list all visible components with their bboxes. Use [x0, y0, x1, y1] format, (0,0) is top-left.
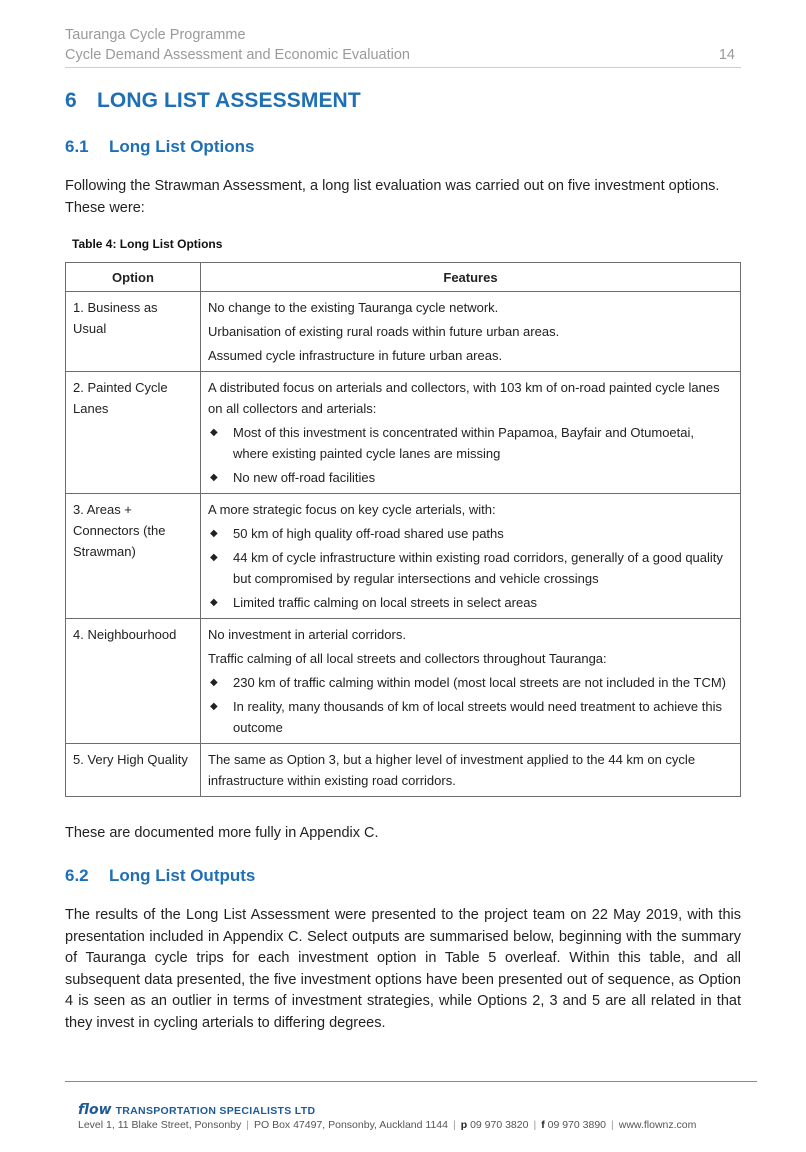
fax-prefix: f — [541, 1119, 545, 1131]
table-row — [66, 292, 741, 372]
bullet-text: Limited traffic calming on local streets in select areas — [233, 595, 537, 610]
subsection-number: 6.2 — [65, 866, 89, 885]
bullet-text: 230 km of traffic calming within model (most local streets are not included in the TCM) — [233, 675, 727, 690]
intro-paragraph: Following the Strawman Assessment, a long list evaluation was carried out on five investment options. These were: — [65, 178, 720, 216]
feature-bullet-list — [208, 422, 733, 488]
company-name: TRANSPORTATION SPECIALISTS LTD — [115, 1105, 316, 1117]
bullet-text: Most of this investment is concentrated within Papamoa, Bayfair and Otumoetai, where existing painted cycle lanes are missing — [233, 425, 695, 461]
bullet-text: In reality, many thousands of km of local streets would need treatment to achieve this outcome — [233, 699, 722, 735]
table-body — [66, 292, 741, 797]
feature-bullet-list — [208, 523, 733, 613]
bullet-text: 44 km of cycle infrastructure within existing road corridors, generally of a good quality but compromised by regular intersections and vehicle crossings — [233, 550, 723, 586]
diamond-bullet-icon: ◆ — [210, 552, 218, 563]
feature-line: No change to the existing Tauranga cycle network. — [208, 300, 499, 315]
footer-contact — [78, 1119, 696, 1131]
separator: | — [452, 1119, 456, 1131]
flow-logo: flow — [78, 1102, 112, 1118]
column-header-option: Option — [66, 263, 201, 292]
feature-bullet-item — [208, 592, 733, 613]
page-number: 14 — [718, 47, 735, 63]
feature-bullet-item — [208, 467, 733, 488]
feature-bullet-item — [208, 547, 733, 589]
diamond-bullet-icon: ◆ — [210, 427, 218, 438]
footer-po-box: PO Box 47497, Ponsonby, Auckland 1144 — [253, 1119, 448, 1131]
diamond-bullet-icon: ◆ — [210, 597, 218, 608]
header-divider — [65, 67, 741, 68]
bullet-text: No new off-road facilities — [233, 470, 376, 485]
feature-bullet-item — [208, 696, 733, 738]
feature-line: Assumed cycle infrastructure in future urban areas. — [208, 348, 503, 363]
feature-line: No investment in arterial corridors. — [208, 627, 406, 642]
subsection-heading-6-2 — [65, 866, 255, 886]
section-heading — [65, 89, 361, 113]
header-line-2: Cycle Demand Assessment and Economic Evaluation — [65, 47, 410, 63]
footer-fax: 09 970 3890 — [547, 1119, 607, 1131]
table-header-row — [66, 263, 741, 292]
table-caption: Table 4: Long List Options — [72, 237, 223, 251]
table-row — [66, 494, 741, 619]
diamond-bullet-icon: ◆ — [210, 528, 218, 539]
footer-phone: 09 970 3820 — [470, 1119, 529, 1131]
option-cell: 2. Painted Cycle Lanes — [66, 372, 201, 494]
footer-brand — [78, 1102, 315, 1118]
column-header-features: Features — [201, 263, 741, 292]
features-cell — [201, 292, 741, 372]
features-cell — [201, 372, 741, 494]
diamond-bullet-icon: ◆ — [210, 677, 218, 688]
option-cell: 1. Business as Usual — [66, 292, 201, 372]
footer-address: Level 1, 11 Blake Street, Ponsonby — [78, 1119, 242, 1131]
subsection-number: 6.1 — [65, 137, 89, 156]
outputs-paragraph: The results of the Long List Assessment were presented to the project team on 22 May 2019, with this presentation included in Appendix C. Select outputs are summarised below, beginning with the summary of Tauranga cycle trips for each investment option in Table 5 overleaf. Within this table, and all subsequent data presented, the five investment options have been presented out of sequence, as Option 4 is seen as an outlier in terms of investment strategies, while Options 2, 3 and 5 are all related in that they invest in cycling arterials to differing degrees. — [65, 907, 741, 1031]
option-cell: 4. Neighbourhood — [66, 619, 201, 744]
header-line-1: Tauranga Cycle Programme — [65, 27, 246, 43]
feature-bullet-item — [208, 523, 733, 544]
table-row — [66, 372, 741, 494]
section-title: LONG LIST ASSESSMENT — [97, 89, 361, 112]
feature-bullet-item — [208, 672, 733, 693]
feature-bullet-list — [208, 672, 733, 738]
after-table-paragraph: These are documented more fully in Appendix C. — [65, 825, 379, 841]
running-header — [65, 25, 741, 65]
bullet-text: 50 km of high quality off-road shared use paths — [233, 526, 504, 541]
table-row — [66, 744, 741, 797]
option-cell: 3. Areas + Connectors (the Strawman) — [66, 494, 201, 619]
features-cell — [201, 744, 741, 797]
separator: | — [611, 1119, 614, 1131]
feature-line: Traffic calming of all local streets and collectors throughout Tauranga: — [208, 651, 607, 666]
table-row — [66, 619, 741, 744]
subsection-heading-6-1 — [65, 137, 254, 157]
diamond-bullet-icon: ◆ — [210, 701, 218, 712]
subsection-title: Long List Outputs — [109, 866, 256, 885]
features-cell — [201, 619, 741, 744]
feature-line: The same as Option 3, but a higher level of investment applied to the 44 km on cycle infrastructure within existing road corridors. — [208, 752, 696, 788]
long-list-options-table — [65, 262, 741, 797]
section-number: 6 — [65, 89, 77, 112]
subsection-title: Long List Options — [109, 137, 255, 156]
feature-line: A more strategic focus on key cycle arterials, with: — [208, 502, 496, 517]
feature-line: A distributed focus on arterials and collectors, with 103 km of on-road painted cycle lanes on all collectors and arterials: — [208, 380, 720, 416]
feature-line: Urbanisation of existing rural roads within future urban areas. — [208, 324, 560, 339]
phone-prefix: p — [460, 1119, 468, 1131]
footer-divider — [65, 1081, 757, 1082]
option-cell: 5. Very High Quality — [66, 744, 201, 797]
footer-website: www.flownz.com — [618, 1119, 697, 1131]
separator: | — [246, 1119, 249, 1131]
diamond-bullet-icon: ◆ — [210, 472, 218, 483]
separator: | — [533, 1119, 537, 1131]
feature-bullet-item — [208, 422, 733, 464]
features-cell — [201, 494, 741, 619]
